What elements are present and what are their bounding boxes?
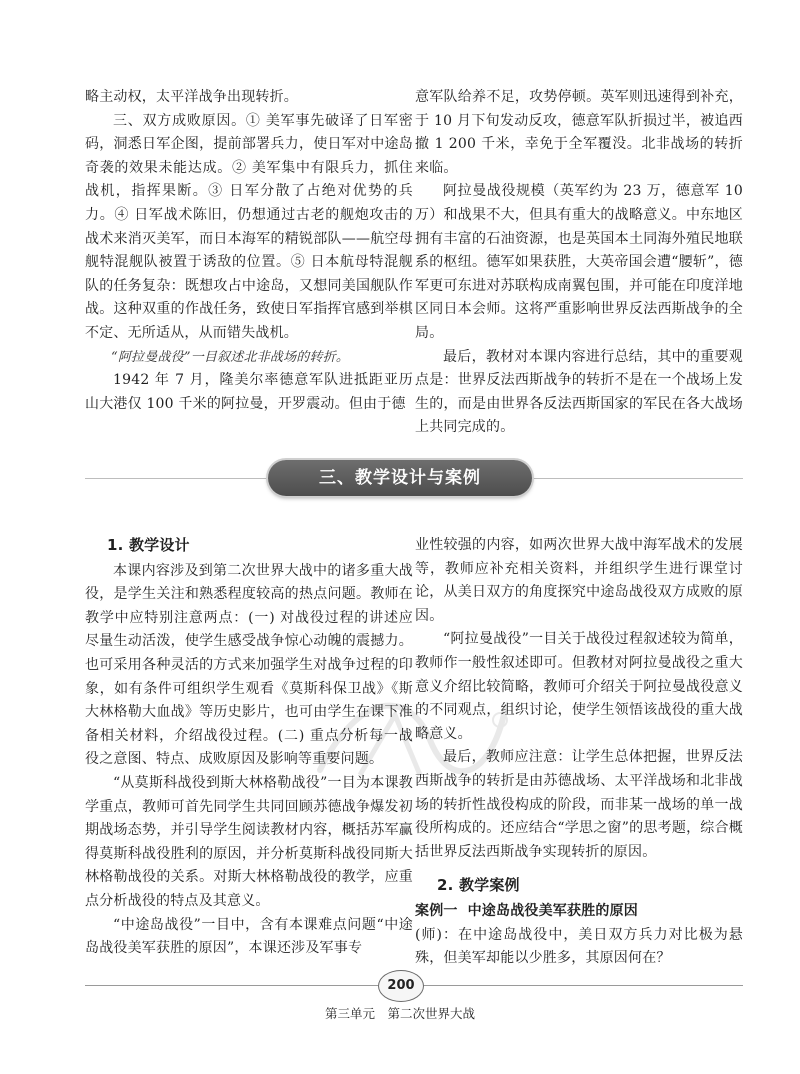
footer-rule: [422, 985, 743, 986]
bottom-right-column: [415, 534, 743, 971]
paragraph: 最后，教材对本课内容进行总结，其中的重要观点是：世界反法西斯战争的转折不是在一个战场上发生的，而是由世界各反法西斯国家的军民在各大战场上共同完成的。: [415, 348, 743, 436]
paragraph: (师)：在中途岛战役中，美日双方兵力对比极为悬殊，但美军却能以少胜多，其原因何在？: [415, 926, 743, 967]
paragraph: 阿拉曼战役规模（英军约为 23 万，德意军 10 万）和战果不大，但具有重大的战略意义。中东地区拥有丰富的石油资源，也是英国本土同海外殖民地联系的枢纽。德军如果获胜，大英帝国会遭“腰斩”，德军更可东进对苏联构成南翼包围，并可能在印度洋地区同日本会师。这将严重影响世界反法西斯战争的全局。: [415, 183, 743, 341]
paragraph: “中途岛战役”一目中，含有本课难点问题“中途岛战役美军获胜的原因”，本课还涉及军事专: [85, 916, 413, 957]
paragraph: “从莫斯科战役到斯大林格勒战役”一目为本课教学重点，教师可首先同学生共同回顾苏德战争爆发初期战场态势，并引导学生阅读教材内容，概括苏军赢得莫斯科战役胜利的原因，并分析莫斯科战役同斯大林格勒战役的关系。对斯大林格勒战役的教学，应重点分析战役的特点及其意义。: [85, 774, 413, 909]
page-number: 200: [378, 970, 424, 1002]
case-title: [415, 900, 743, 924]
paragraph: 最后，教师应注意：让学生总体把握，世界反法西斯战争的转折是由苏德战场、太平洋战场和北非战场的转折性战役构成的阶段，而非某一战场的单一战役所构成的。还应结合“学思之窗”的思考题，综合概括世界反法西斯战争实现转折的原因。: [415, 749, 743, 860]
handwritten-note: “阿拉曼战役”一目叙述北非战场的转折。: [111, 349, 350, 365]
paragraph: 1942 年 7 月，隆美尔率德意军队进抵距亚历山大港仅 100 千米的阿拉曼，开罗震动。但由于德: [85, 372, 413, 412]
case-label: 案例一: [415, 902, 458, 919]
paragraph: 业性较强的内容，如两次世界大战中海军战术的发展等，教师应补充相关资料，并组织学生进行课堂讨论，从美日双方的角度探究中途岛战役双方成败的原因。: [415, 537, 743, 624]
paragraph: 本课内容涉及到第二次世界大战中的诸多重大战役，是学生关注和熟悉程度较高的热点问题。教师在教学中应特别注意两点：(一) 对战役过程的讲述应尽量生动活泼，使学生感受战争惊心动魄的震撼力。也可采用各种灵活的方式来加强学生对战争过程的印象，如有条件可组织学生观看《莫斯科保卫战》《斯大林格勒大血战》等历史影片，也可由学生在课下准备相关材料，介绍战役过程。(二) 重点分析每一战役之意图、特点、成败原因及影响等重要问题。: [85, 562, 413, 768]
paragraph: 略主动权，太平洋战争出现转折。: [85, 89, 298, 105]
paragraph: 意军队给养不足，攻势停顿。英军则迅速得到补充，于 10 月下旬发动反攻，德意军队折损过半，被追西撤 1 200 千米，幸免于全军覆没。北非战场的转折来临。: [415, 89, 743, 176]
bottom-left-column: [85, 534, 413, 961]
footer-rule: [85, 985, 378, 986]
case-title-text: 中途岛战役美军获胜的原因: [467, 902, 639, 919]
running-footer: 第三单元 第二次世界大战: [324, 1006, 475, 1021]
top-left-column: [85, 86, 413, 416]
top-right-column: [415, 86, 743, 440]
section-title: 三、教学设计与案例: [268, 460, 532, 496]
paragraph: 三、双方成败原因。① 美军事先破译了日军密码，洞悉日军企图，提前部署兵力，使日军对中途岛奇袭的效果未能达成。② 美军集中有限兵力，抓住战机，指挥果断。③ 日军分散了占绝对优势的兵力。④ 日军战术陈旧，仍想通过古老的舰炮攻击的战术来消灭美军，而日本海军的精锐部队——航空母舰特混舰队被置于诱敌的位置。⑤ 日本航母特混舰队的任务复杂：既想攻占中途岛，又想同美国舰队作战。这种双重的作战任务，致使日军指挥官感到举棋不定、无所适从，从而错失战机。: [85, 112, 413, 341]
paragraph: “阿拉曼战役”一目关于战役过程叙述较为简单，教师作一般性叙述即可。但教材对阿拉曼战役之重大意义介绍比较简略，教师可介绍关于阿拉曼战役意义的不同观点，组织讨论，使学生领悟该战役的重大战略意义。: [415, 631, 743, 742]
subheading: 1. 教学设计: [107, 536, 190, 554]
subheading: 2. 教学案例: [437, 876, 520, 895]
